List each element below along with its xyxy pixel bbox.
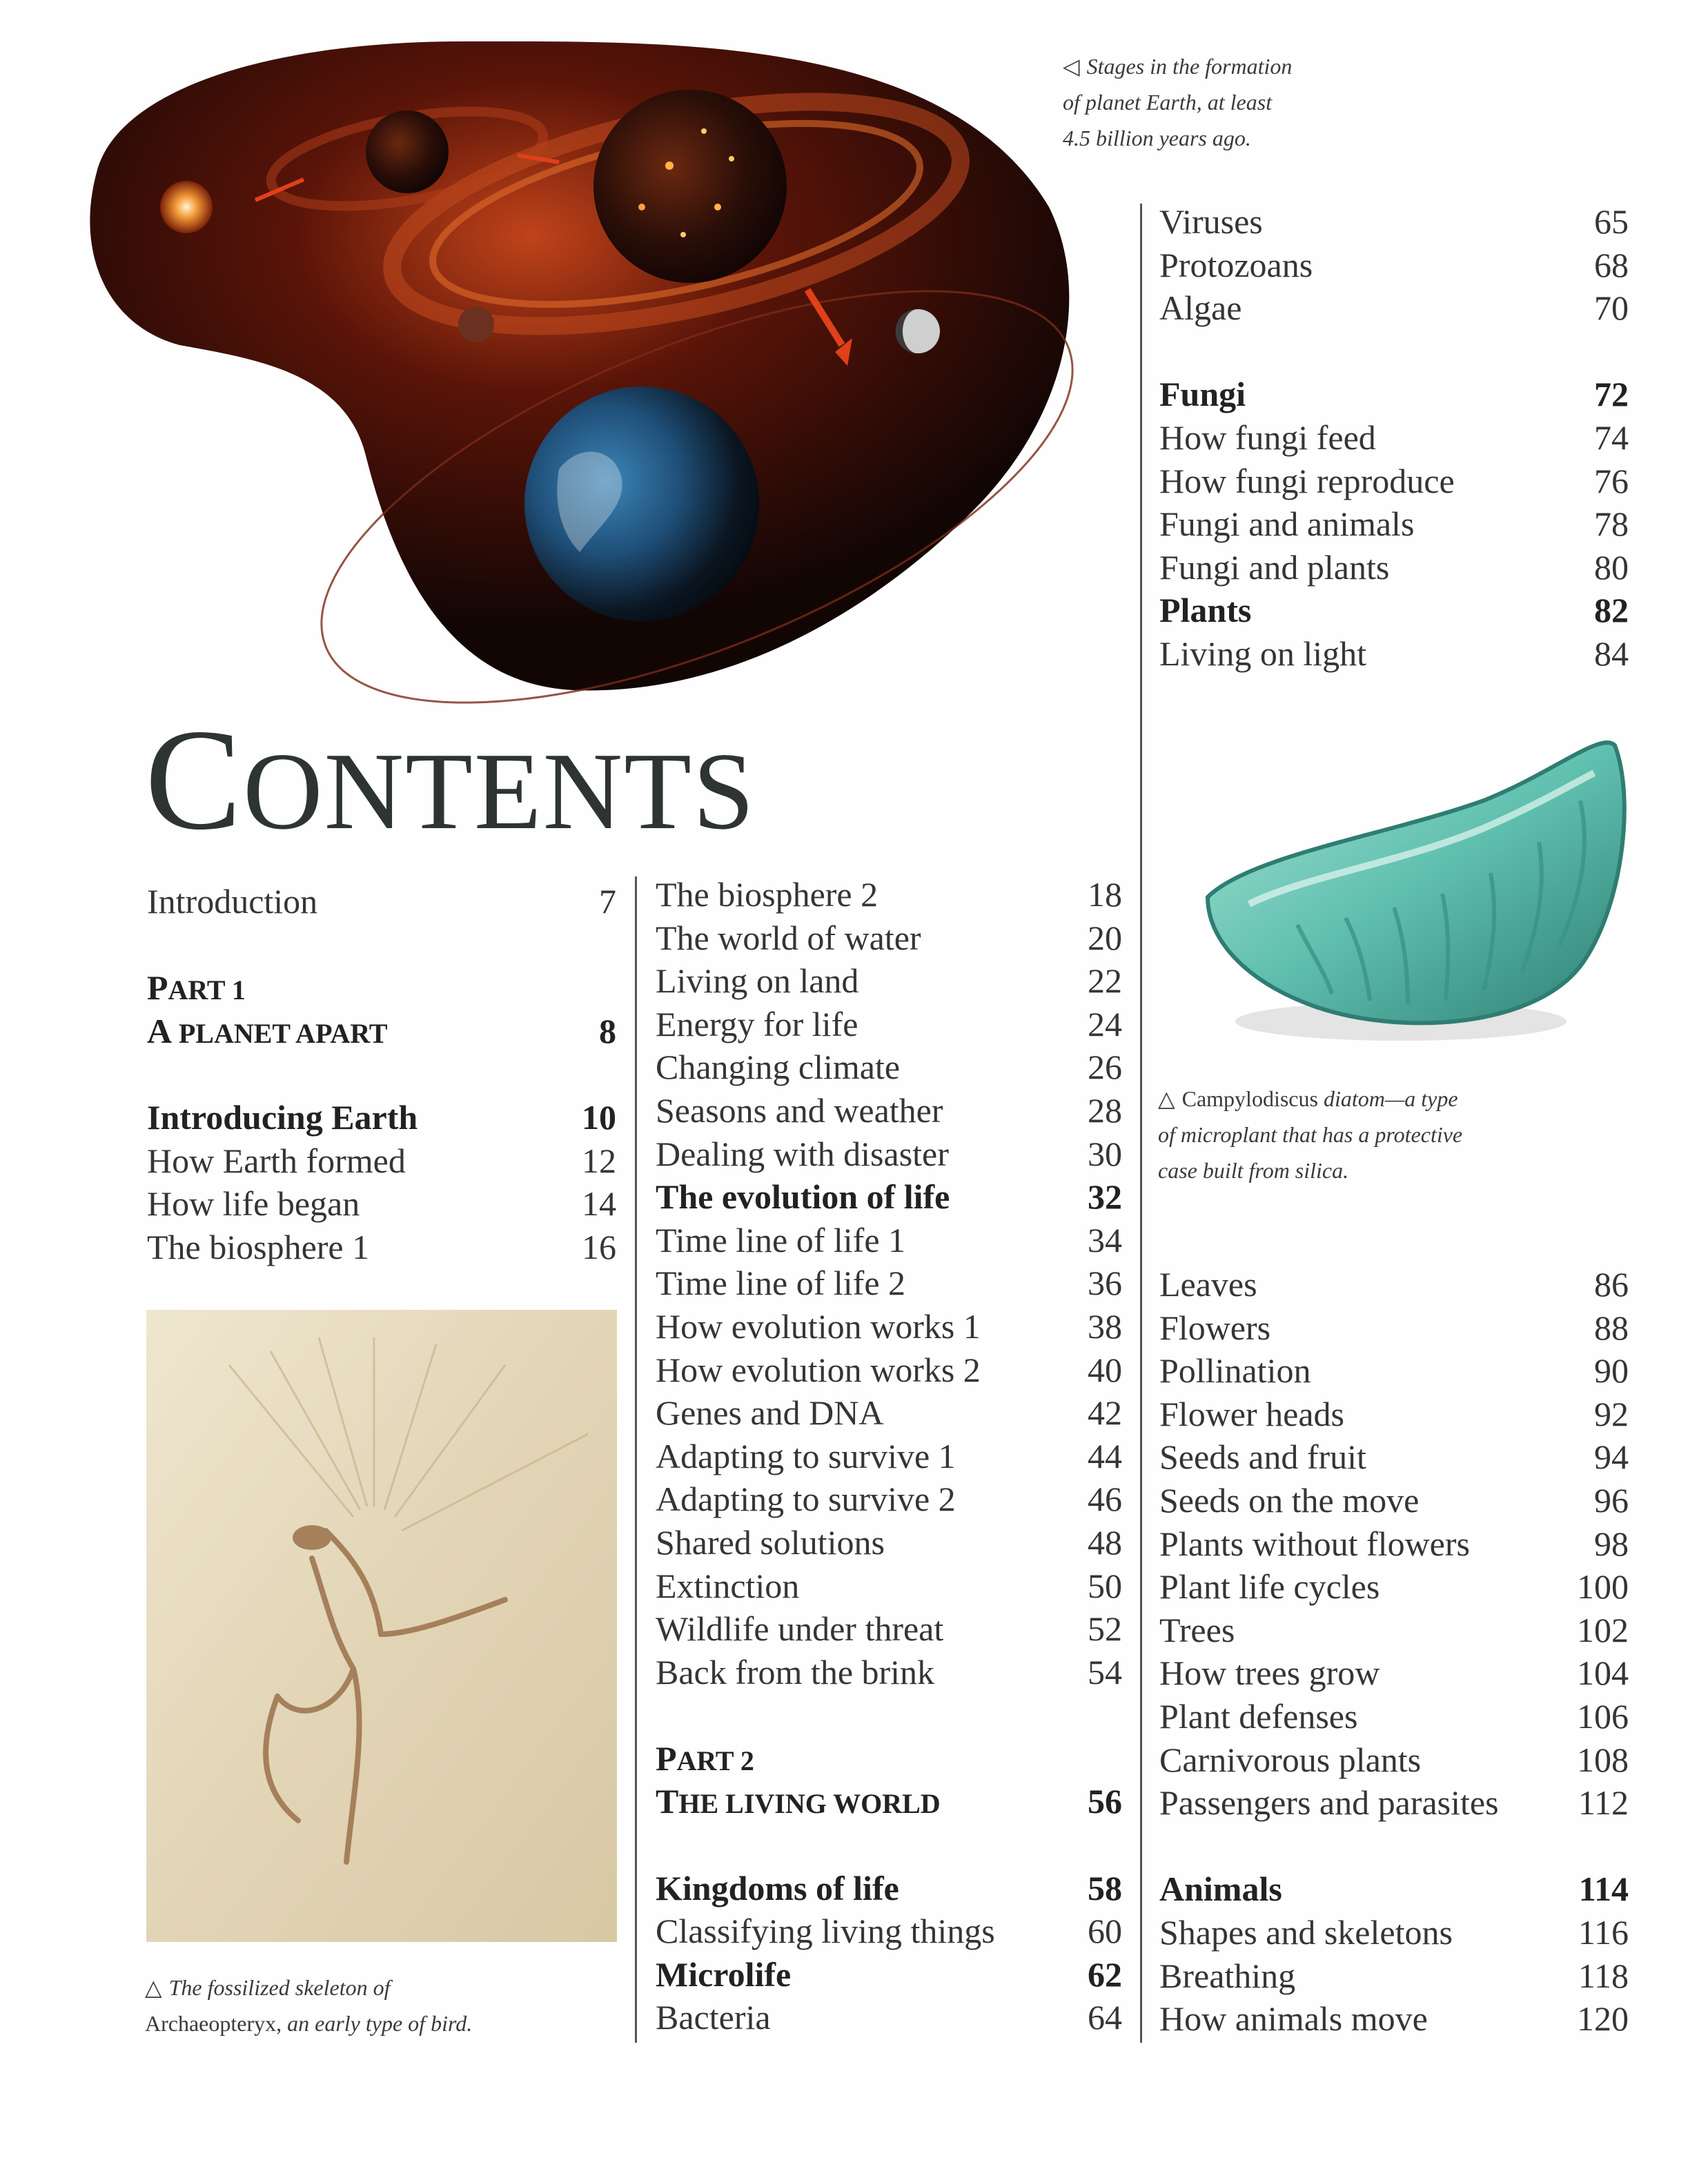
toc-entry[interactable] <box>1159 286 1629 330</box>
toc-entry[interactable] <box>1159 1997 1629 2041</box>
toc-entry[interactable] <box>656 1046 1122 1089</box>
toc-entry-page: 74 <box>1594 418 1629 457</box>
toc-entry[interactable] <box>1159 1781 1629 1825</box>
toc-entry-label: Passengers and parasites <box>1159 1783 1499 1823</box>
toc-entry-page: 88 <box>1594 1308 1629 1347</box>
toc-entry-label: How fungi reproduce <box>1159 461 1455 500</box>
toc-entry-page: 84 <box>1594 634 1629 673</box>
toc-entry-page: 34 <box>1088 1220 1122 1259</box>
toc-entry-page: 36 <box>1088 1264 1122 1303</box>
toc-column-3-top <box>1159 200 1629 676</box>
toc-entry[interactable] <box>1159 1565 1629 1609</box>
toc-entry-label: Living on land <box>656 961 859 1001</box>
toc-entry-label: Back from the brink <box>656 1652 935 1691</box>
toc-entry[interactable] <box>1159 244 1629 287</box>
toc-entry[interactable] <box>656 1089 1122 1132</box>
toc-entry[interactable] <box>1159 373 1629 416</box>
toc-entry-page: 112 <box>1578 1783 1629 1823</box>
campylodiscus-diatom-image <box>1194 718 1629 1063</box>
toc-entry-label: Bacteria <box>656 1998 771 2037</box>
toc-entry-page: 98 <box>1594 1524 1629 1563</box>
column-divider-2 <box>1140 204 1142 2043</box>
toc-entry-label: Flower heads <box>1159 1394 1344 1433</box>
toc-entry-page: 20 <box>1088 918 1122 957</box>
toc-entry-label: How fungi feed <box>1159 418 1376 457</box>
toc-entry[interactable] <box>656 1435 1122 1478</box>
toc-entry-label: Changing climate <box>656 1048 901 1087</box>
toc-entry-label: Time line of life 1 <box>656 1220 906 1259</box>
toc-entry[interactable] <box>1159 1479 1629 1522</box>
toc-entry-label: How trees grow <box>1159 1654 1380 1693</box>
toc-entry-label: Breathing <box>1159 1956 1296 1995</box>
toc-entry-label: Plants without flowers <box>1159 1524 1470 1563</box>
part-1-heading: PART 1 <box>147 968 246 1008</box>
toc-entry-page: 116 <box>1578 1912 1629 1952</box>
toc-entry[interactable] <box>656 1564 1122 1608</box>
toc-entry[interactable]: The biosphere 1 16 <box>147 1227 616 1266</box>
toc-entry-page: 48 <box>1088 1522 1122 1562</box>
toc-entry[interactable] <box>1159 1435 1629 1479</box>
toc-entry-page: 80 <box>1594 547 1629 587</box>
toc-entry[interactable] <box>1159 589 1629 632</box>
toc-entry-label: Leaves <box>1159 1265 1257 1304</box>
toc-entry[interactable] <box>656 1607 1122 1651</box>
toc-entry-label: Plant defenses <box>1159 1696 1358 1736</box>
toc-entry[interactable] <box>656 1348 1122 1392</box>
toc-entry-page: 30 <box>1088 1134 1122 1173</box>
toc-entry-label: Wildlife under threat <box>656 1609 944 1649</box>
toc-column-3-bottom <box>1159 1263 1629 2041</box>
toc-entry-page: 32 <box>1088 1177 1122 1217</box>
toc-entry-page: 94 <box>1594 1438 1629 1477</box>
toc-entry-page: 118 <box>1578 1956 1629 1995</box>
toc-column-1 <box>147 880 616 1268</box>
toc-entry[interactable] <box>1159 1393 1629 1436</box>
toc-entry-part-1[interactable]: A PLANET APART 8 <box>147 1011 616 1050</box>
toc-entry-page: 108 <box>1577 1740 1629 1779</box>
toc-entry-label: Dealing with disaster <box>656 1134 949 1173</box>
toc-entry-page: 28 <box>1088 1090 1122 1130</box>
toc-entry[interactable] <box>1159 416 1629 460</box>
toc-entry-label: Seeds and fruit <box>1159 1438 1366 1477</box>
toc-entry-label: How evolution works 1 <box>656 1306 981 1346</box>
toc-entry[interactable]: Introducing Earth 10 <box>147 1097 616 1137</box>
toc-entry-page: 104 <box>1577 1654 1629 1693</box>
toc-entry[interactable] <box>656 959 1122 1003</box>
page-title: CONTENTS <box>145 700 756 860</box>
toc-entry-page: 72 <box>1594 375 1629 414</box>
fossil-caption: △ The fossilized skeleton of Archaeopteryx, an early type of bird. <box>145 1975 473 2036</box>
toc-entry-label: Seeds on the move <box>1159 1480 1420 1520</box>
toc-entry-label: Living on light <box>1159 634 1366 673</box>
toc-entry-label: Shapes and skeletons <box>1159 1912 1453 1952</box>
archaeopteryx-fossil-image <box>146 1310 617 1942</box>
toc-entry-page: 100 <box>1577 1567 1629 1607</box>
toc-entry-label: How evolution works 2 <box>656 1350 981 1389</box>
toc-entry-introduction[interactable]: Introduction 7 <box>147 882 616 921</box>
toc-entry[interactable] <box>656 1651 1122 1694</box>
column-divider-1 <box>635 876 637 2043</box>
toc-entry-page: 76 <box>1594 461 1629 500</box>
toc-entry[interactable] <box>1159 1651 1629 1695</box>
toc-entry-page: 44 <box>1088 1436 1122 1475</box>
toc-entry-page: 102 <box>1577 1610 1629 1649</box>
toc-entry[interactable] <box>1159 200 1629 244</box>
toc-entry-label: Fungi and plants <box>1159 547 1390 587</box>
toc-entry-page: 18 <box>1088 875 1122 914</box>
toc-entry[interactable] <box>1159 546 1629 589</box>
toc-entry-page: 62 <box>1088 1954 1122 1994</box>
toc-entry[interactable] <box>1159 1522 1629 1566</box>
toc-entry-label: Adapting to survive 1 <box>656 1436 956 1475</box>
toc-entry-page: 64 <box>1088 1998 1122 2037</box>
toc-entry[interactable] <box>656 916 1122 960</box>
toc-entry-label: The evolution of life <box>656 1177 950 1217</box>
space-caption: ◁ Stages in the formation of planet Earth, at least 4.5 billion years ago. <box>1063 54 1293 150</box>
toc-entry[interactable] <box>656 1521 1122 1564</box>
toc-entry[interactable] <box>656 1219 1122 1262</box>
toc-entry[interactable]: How Earth formed 12 <box>147 1141 616 1180</box>
toc-entry-label: Adapting to survive 2 <box>656 1480 956 1519</box>
toc-entry-page: 54 <box>1088 1652 1122 1691</box>
toc-entry-label: Shared solutions <box>656 1522 885 1562</box>
toc-entry[interactable] <box>1159 502 1629 546</box>
toc-entry-label: Microlife <box>656 1954 792 1994</box>
toc-entry[interactable] <box>1159 1738 1629 1782</box>
toc-entry-label: Energy for life <box>656 1004 858 1043</box>
toc-entry[interactable] <box>656 1262 1122 1305</box>
toc-entry-label: Fungi <box>1159 375 1246 414</box>
toc-entry[interactable] <box>656 1305 1122 1348</box>
toc-entry[interactable] <box>656 1910 1122 1953</box>
diatom-caption: △ Campylodiscus diatom—a type of microplant that has a protective case built from silica. <box>1158 1086 1463 1183</box>
toc-entry-page: 68 <box>1594 245 1629 284</box>
toc-entry-page: 78 <box>1594 504 1629 544</box>
toc-entry[interactable] <box>656 1175 1122 1219</box>
toc-column-2 <box>656 873 1122 2039</box>
toc-entry-label: Pollination <box>1159 1351 1311 1391</box>
toc-entry-label: Plant life cycles <box>1159 1567 1380 1607</box>
toc-entry[interactable] <box>1159 460 1629 503</box>
toc-entry[interactable] <box>656 1391 1122 1435</box>
toc-entry[interactable] <box>656 1996 1122 2039</box>
toc-entry[interactable] <box>656 1953 1122 1996</box>
toc-entry-label: The world of water <box>656 918 921 957</box>
toc-entry[interactable] <box>1159 1867 1629 1911</box>
toc-entry-label: Animals <box>1159 1870 1282 1909</box>
toc-entry[interactable] <box>1159 1609 1629 1652</box>
toc-entry-label: Time line of life 2 <box>656 1264 906 1303</box>
toc-entry-page: 106 <box>1577 1696 1629 1736</box>
toc-entry[interactable] <box>656 1478 1122 1521</box>
toc-entry-label: Plants <box>1159 591 1252 630</box>
toc-entry-page: 50 <box>1088 1566 1122 1605</box>
toc-entry-label: Trees <box>1159 1610 1235 1649</box>
toc-entry-page: 24 <box>1088 1004 1122 1043</box>
toc-entry-page: 38 <box>1088 1306 1122 1346</box>
toc-entry-page: 52 <box>1088 1609 1122 1649</box>
toc-entry-page: 46 <box>1088 1480 1122 1519</box>
toc-entry-label: Algae <box>1159 288 1242 328</box>
toc-entry-label: Seasons and weather <box>656 1090 943 1130</box>
toc-entry-page: 70 <box>1594 288 1629 328</box>
toc-entry[interactable] <box>1159 1954 1629 1998</box>
toc-entry-page: 40 <box>1088 1350 1122 1389</box>
toc-entry-page: 90 <box>1594 1351 1629 1391</box>
toc-entry[interactable] <box>656 873 1122 916</box>
toc-entry[interactable] <box>656 1003 1122 1046</box>
toc-entry[interactable] <box>1159 1263 1629 1306</box>
toc-entry-label: Genes and DNA <box>656 1393 884 1433</box>
toc-entry[interactable]: How life began 14 <box>147 1184 616 1224</box>
toc-entry[interactable] <box>1159 1349 1629 1393</box>
toc-entry-label: The biosphere 2 <box>656 875 878 914</box>
toc-entry-label: Flowers <box>1159 1308 1271 1347</box>
toc-entry-page: 114 <box>1578 1870 1629 1909</box>
toc-entry-label: Carnivorous plants <box>1159 1740 1422 1779</box>
toc-entry-part-2[interactable]: THE LIVING WORLD 56 <box>656 1782 1122 1821</box>
toc-entry-page: 120 <box>1577 1999 1629 2039</box>
toc-entry[interactable] <box>656 1132 1122 1176</box>
toc-entry-page: 82 <box>1594 591 1629 630</box>
part-2-heading: PART 2 <box>656 1738 754 1778</box>
toc-entry-label: Kingdoms of life <box>656 1868 899 1907</box>
toc-entry[interactable] <box>656 1867 1122 1910</box>
toc-entry-page: 65 <box>1594 202 1629 241</box>
planet-formation-illustration <box>76 28 1077 704</box>
toc-entry[interactable] <box>1159 632 1629 676</box>
left-triangle-icon: ◁ <box>1063 54 1080 79</box>
toc-entry[interactable] <box>1159 1695 1629 1738</box>
toc-entry-page: 96 <box>1594 1480 1629 1520</box>
toc-entry-label: Classifying living things <box>656 1912 995 1951</box>
toc-entry[interactable] <box>1159 1306 1629 1350</box>
toc-entry-page: 86 <box>1594 1265 1629 1304</box>
toc-entry-page: 22 <box>1088 961 1122 1001</box>
toc-entry[interactable] <box>1159 1911 1629 1954</box>
toc-entry-page: 92 <box>1594 1394 1629 1433</box>
toc-entry-page: 60 <box>1088 1912 1122 1951</box>
toc-entry-label: How animals move <box>1159 1999 1428 2039</box>
toc-entry-label: Protozoans <box>1159 245 1313 284</box>
toc-entry-page: 26 <box>1088 1048 1122 1087</box>
up-triangle-icon: △ <box>1158 1086 1175 1111</box>
toc-entry-page: 42 <box>1088 1393 1122 1433</box>
up-triangle-icon: △ <box>145 1975 162 2000</box>
toc-entry-page: 58 <box>1088 1868 1122 1907</box>
toc-entry-label: Fungi and animals <box>1159 504 1415 544</box>
toc-entry-label: Viruses <box>1159 202 1263 241</box>
toc-entry-label: Extinction <box>656 1566 800 1605</box>
